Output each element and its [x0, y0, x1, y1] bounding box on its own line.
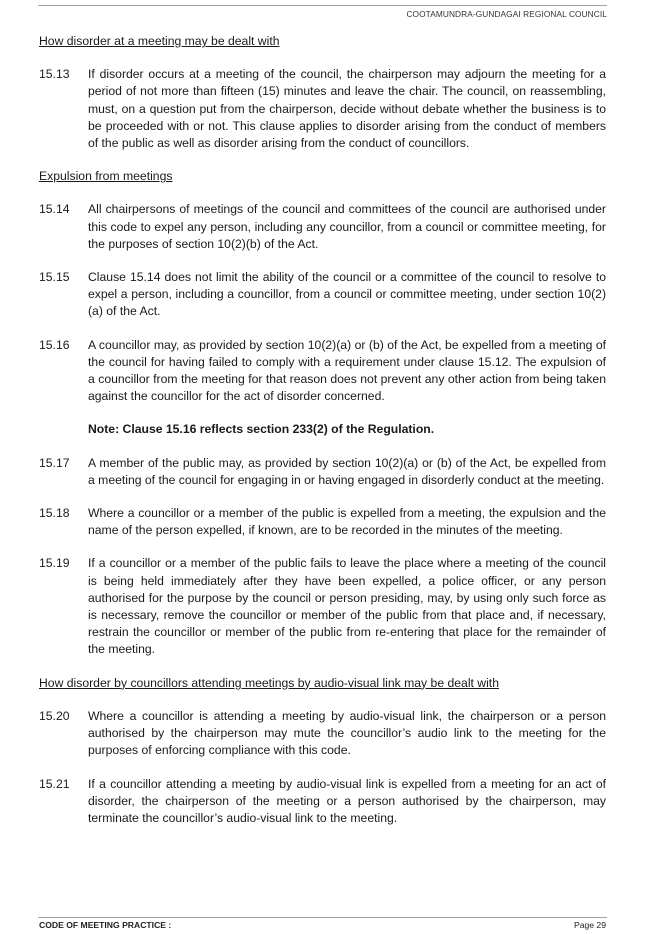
clause-15-13: [39, 66, 606, 152]
clause-15-18: [39, 505, 606, 539]
footer-page-number: Page 29: [573, 920, 606, 930]
clause-text: Where a councillor is attending a meeting by audio-visual link, the chairperson or a person authorised by the chairperson may mute the councillor’s audio link to the meeting for the purposes of enforcing compliance with this code.: [88, 708, 606, 758]
page-content: [39, 33, 606, 827]
clause-number: 15.14: [39, 202, 70, 217]
clause-text: If disorder occurs at a meeting of the council, the chairperson may adjourn the meeting for a period of not more than fifteen (15) minutes and leave the chair. The council, on reassembling, must, on a question put from the chairperson, decide without debate whether the business is to be proceeded with or not. This clause applies to disorder arising from the conduct of members of the public as well as disorder arising from the conduct of councillors.: [88, 67, 606, 151]
clause-15-17: [39, 455, 606, 489]
footer-rule: [38, 917, 607, 918]
section-heading-disorder: How disorder at a meeting may be dealt with: [39, 34, 280, 48]
clause-number: 15.15: [39, 270, 70, 285]
clause-number: 15.17: [39, 455, 70, 470]
clause-number: 15.21: [39, 776, 70, 791]
clause-number: 15.18: [39, 506, 70, 521]
section-heading-expulsion: Expulsion from meetings: [39, 169, 173, 184]
clause-text: All chairpersons of meetings of the council and committees of the council are authorised under this code to expel any person, including any councillor, from a council or committee meeting, for the purposes of section 10(2)(b) of the Act.: [88, 202, 606, 251]
header-organization: COOTAMUNDRA-GUNDAGAI REGIONAL COUNCIL: [406, 9, 607, 19]
footer-document-title: CODE OF MEETING PRACTICE :: [39, 920, 172, 930]
section-heading-audio-visual: How disorder by councillors attending meetings by audio-visual link may be dealt with: [39, 675, 499, 690]
clause-15-15: [39, 269, 606, 321]
clause-15-16: [39, 337, 606, 406]
clause-text: If a councillor or a member of the public fails to leave the place where a meeting of the council is being held immediately after they have been expelled, a police officer, or any person authorised for the purpose by the council or person presiding, may, by using only such force as is necessary, remove the councillor or member of the public from that place and, if necessary, restrain the councillor or member of the public from re-entering that place for the remainder of the meeting.: [88, 556, 606, 657]
clause-15-20: [39, 708, 606, 760]
clause-number: 15.13: [39, 67, 70, 82]
clause-number: 15.16: [39, 337, 70, 352]
clause-15-14: [39, 201, 606, 253]
clause-number: 15.19: [39, 556, 70, 571]
clause-text: Where a councillor or a member of the public is expelled from a meeting, the expulsion and the name of the person expelled, if known, are to be recorded in the minutes of the meeting.: [88, 506, 606, 538]
clause-15-21: [39, 776, 606, 828]
clause-text: Clause 15.14 does not limit the ability of the council or a committee of the council to resolve to expel a person, including a councillor, from a council or committee meeting, under section 10(2)(a) of the Act.: [88, 270, 606, 319]
header-rule: [38, 5, 607, 6]
clause-15-19: [39, 555, 606, 658]
clause-note: Note: Clause 15.16 reflects section 233(2) of the Regulation.: [88, 422, 435, 437]
clause-text: A member of the public may, as provided by section 10(2)(a) or (b) of the Act, be expelled from a meeting of the council for engaging in or having engaged in disorderly conduct at the meeting.: [88, 455, 606, 487]
clause-text: A councillor may, as provided by section 10(2)(a) or (b) of the Act, be expelled from a meeting of the council for having failed to comply with a requirement under clause 15.12. The expulsion of a councillor from the meeting for that reason does not prevent any other action from being taken against the councillor for the act of disorder concerned.: [88, 337, 606, 404]
clause-number: 15.20: [39, 708, 70, 723]
clause-text: If a councillor attending a meeting by audio-visual link is expelled from a meeting for an act of disorder, the chairperson of the meeting or a person authorised by the chairperson, may terminate the councillor’s audio-visual link to the meeting.: [88, 776, 606, 825]
